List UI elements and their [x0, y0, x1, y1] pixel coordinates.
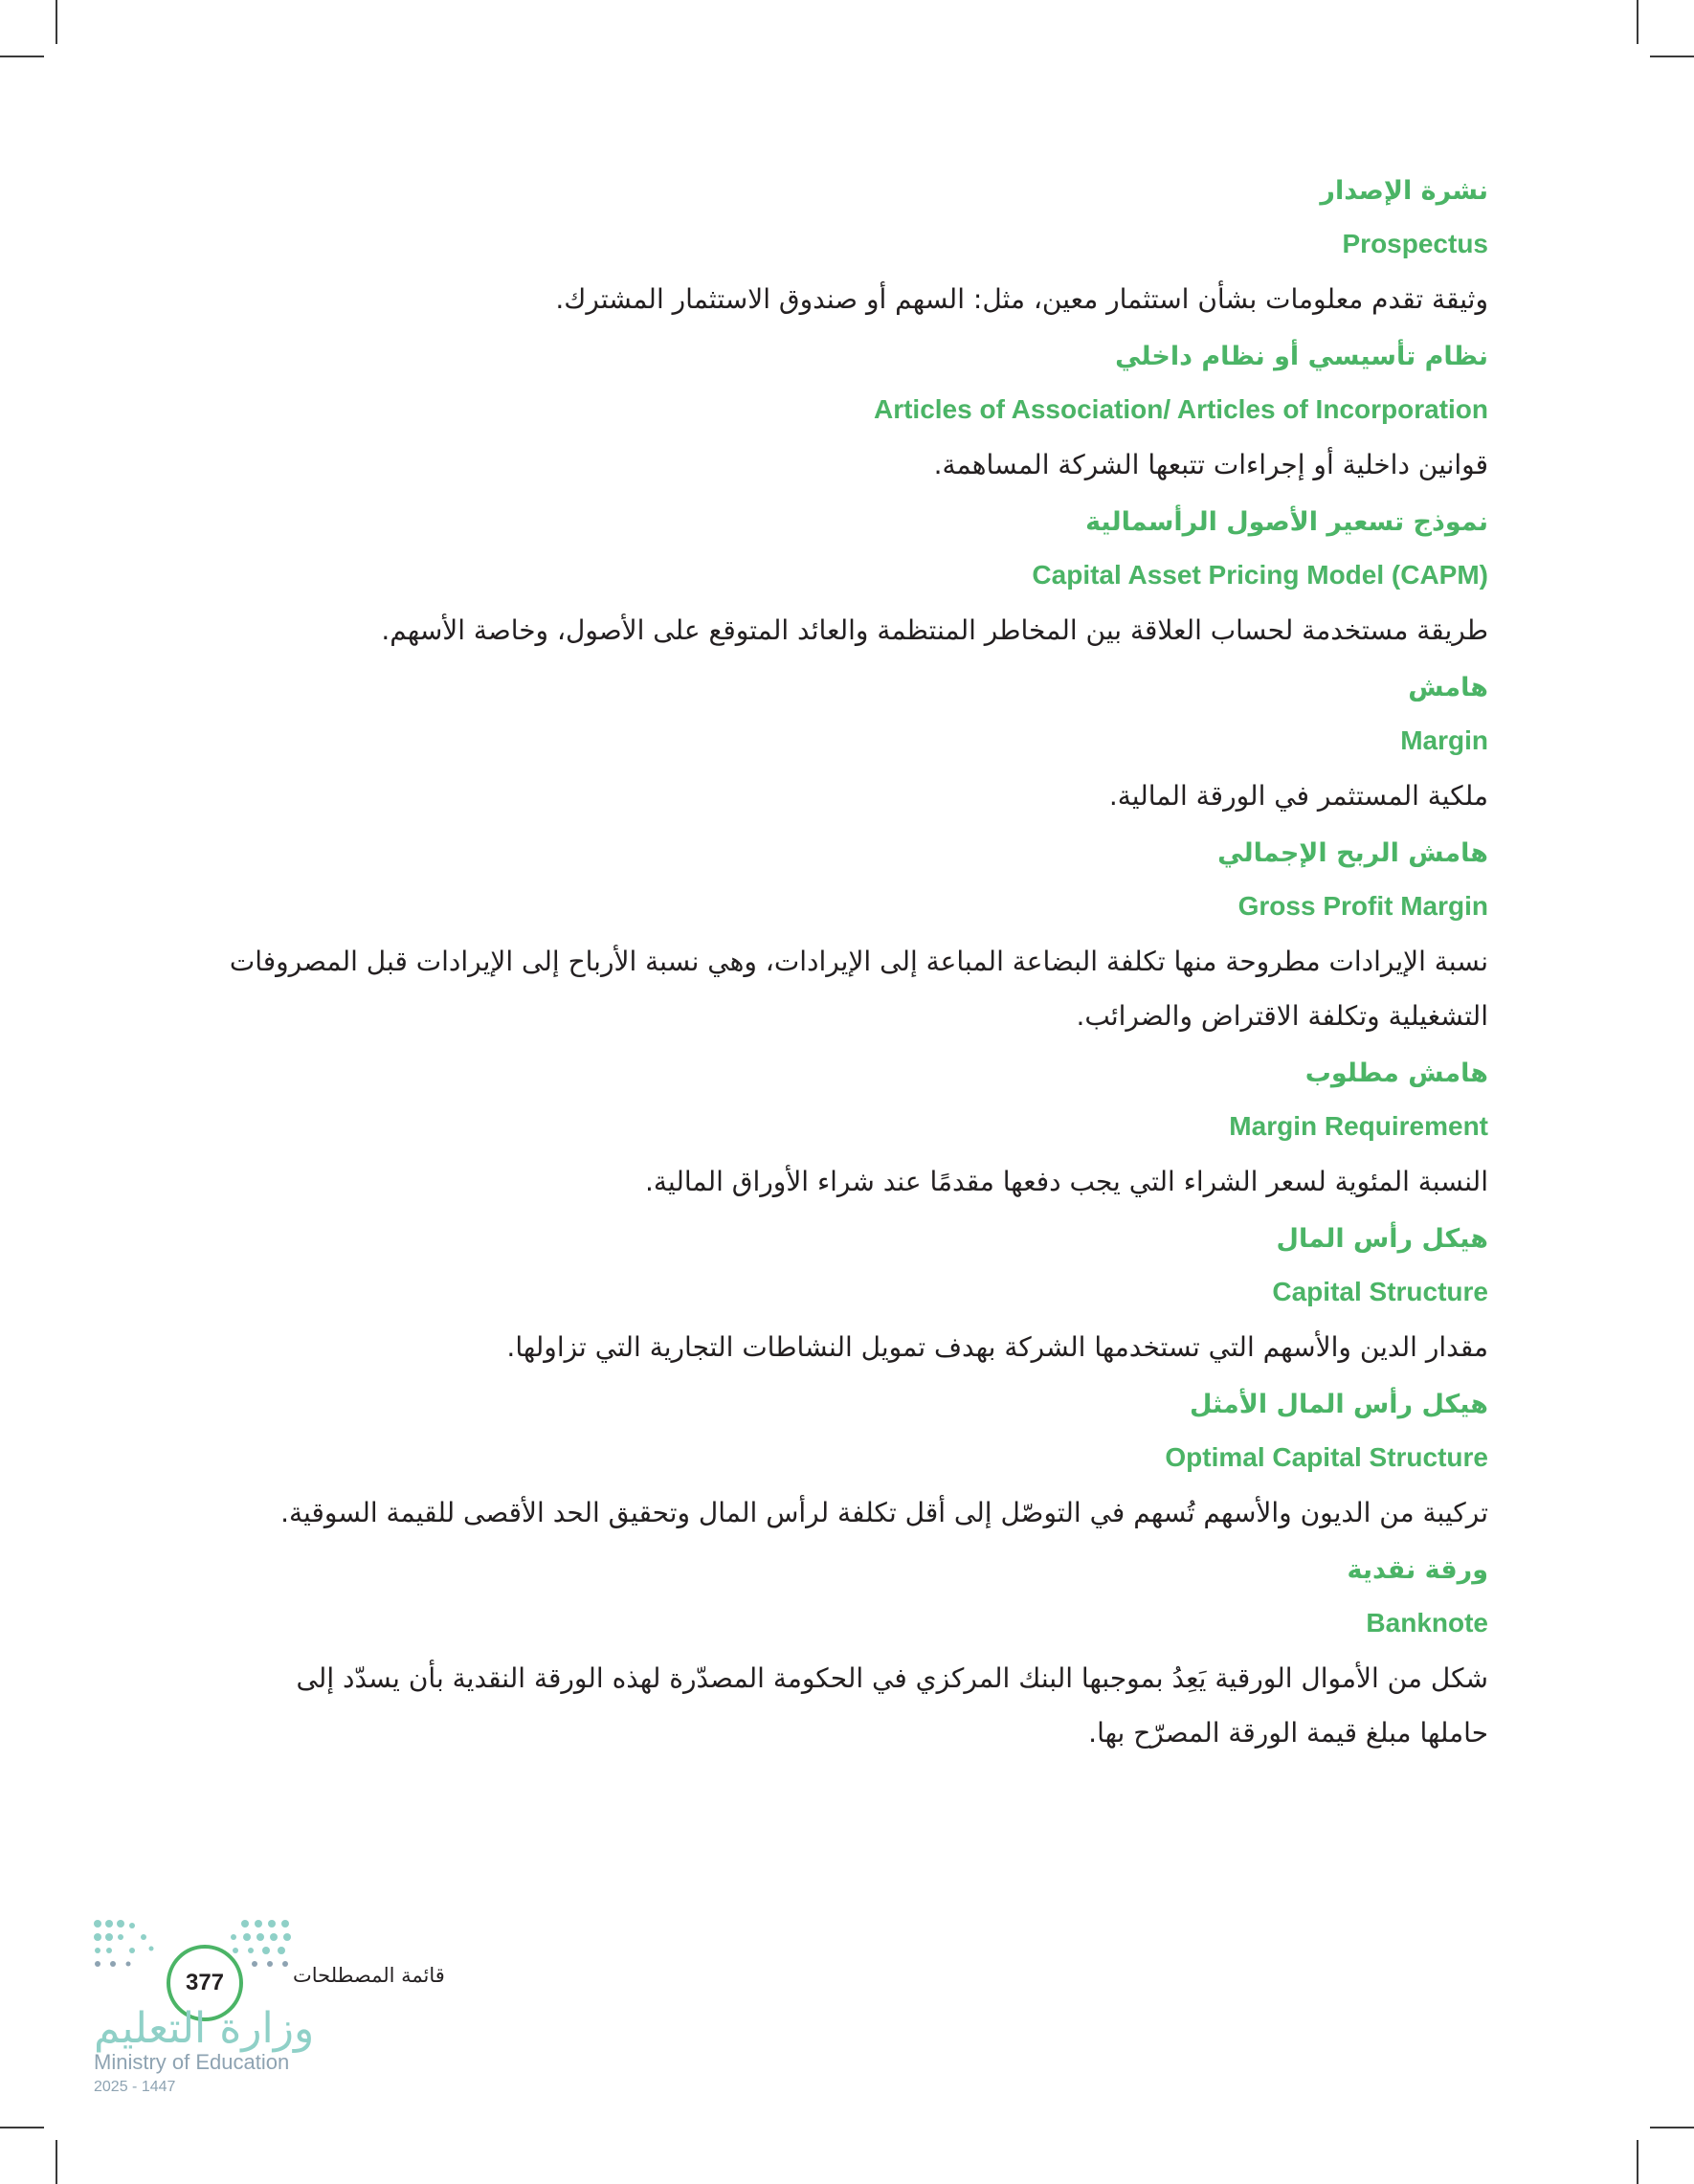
glossary-entry	[155, 1545, 1488, 1760]
glossary-entry	[155, 1214, 1488, 1374]
crop-mark	[1637, 0, 1638, 44]
english-term: Gross Profit Margin	[1237, 891, 1488, 921]
edition-year: 2025 - 1447	[94, 2079, 176, 2095]
glossary-entry	[155, 497, 1488, 657]
glossary-entry	[155, 828, 1488, 1043]
glossary-entry	[155, 331, 1488, 492]
glossary-entry	[155, 1048, 1488, 1209]
crop-mark	[0, 2127, 44, 2128]
crop-mark	[56, 0, 57, 44]
definition: طريقة مستخدمة لحساب العلاقة بين المخاطر المنتظمة والعائد المتوقع على الأصول، وخاصة الأسهم.	[381, 614, 1488, 646]
definition-line: شكل من الأموال الورقية يَعِدُ بموجبها البنك المركزي في الحكومة المصدّرة لهذه الورقة النقدية بأن يسدّد إلى	[296, 1662, 1488, 1694]
definition: تركيبة من الديون والأسهم تُسهم في التوصّل إلى أقل تكلفة لرأس المال وتحقيق الحد الأقصى للقيمة السوقية.	[280, 1497, 1488, 1528]
arabic-term: نموذج تسعير الأصول الرأسمالية	[1085, 507, 1488, 537]
english-term: Capital Asset Pricing Model (CAPM)	[1032, 560, 1488, 590]
english-term: Articles of Association/ Articles of Incorporation	[873, 394, 1488, 424]
arabic-term: هامش مطلوب	[1304, 1059, 1488, 1088]
definition-line: التشغيلية وتكلفة الاقتراض والضرائب.	[1076, 1000, 1488, 1032]
ministry-name-arabic: وزارة التعليم	[94, 2004, 315, 2053]
english-term: Capital Structure	[1272, 1277, 1488, 1306]
definition: قوانين داخلية أو إجراءات تتبعها الشركة المساهمة.	[933, 449, 1488, 480]
english-term: Prospectus	[1342, 229, 1488, 258]
arabic-term: نظام تأسيسي أو نظام داخلي	[1115, 342, 1488, 371]
page-number: 377	[167, 1945, 243, 2021]
definition: وثيقة تقدم معلومات بشأن استثمار معين، مثل: السهم أو صندوق الاستثمار المشترك.	[555, 283, 1488, 315]
arabic-term: هامش	[1408, 673, 1488, 702]
english-term: Optimal Capital Structure	[1165, 1442, 1488, 1472]
definition-line: حاملها مبلغ قيمة الورقة المصرّح بها.	[1088, 1717, 1488, 1749]
crop-mark	[56, 2140, 57, 2184]
definition: النسبة المئوية لسعر الشراء التي يجب دفعها مقدمًا عند شراء الأوراق المالية.	[644, 1166, 1488, 1197]
english-term: Banknote	[1366, 1608, 1488, 1638]
glossary-entry	[155, 1379, 1488, 1540]
definition: ملكية المستثمر في الورقة المالية.	[1108, 780, 1488, 812]
arabic-term: هيكل رأس المال	[1276, 1224, 1488, 1254]
glossary-content	[155, 161, 1488, 1760]
glossary-entry	[155, 166, 1488, 326]
definition: مقدار الدين والأسهم التي تستخدمها الشركة بهدف تمويل النشاطات التجارية التي تزاولها.	[506, 1331, 1488, 1363]
glossary-entry	[155, 662, 1488, 823]
crop-mark	[1637, 2140, 1638, 2184]
crop-mark	[0, 56, 44, 57]
english-term: Margin	[1400, 725, 1488, 755]
section-label: قائمة المصطلحات	[293, 1964, 445, 1987]
ministry-name-english: Ministry of Education	[94, 2050, 290, 2074]
english-term: Margin Requirement	[1229, 1111, 1488, 1141]
crop-mark	[1650, 56, 1694, 57]
arabic-term: هامش الربح الإجمالي	[1217, 838, 1488, 868]
arabic-term: ورقة نقدية	[1347, 1555, 1488, 1585]
crop-mark	[1650, 2127, 1694, 2128]
definition-line: نسبة الإيرادات مطروحة منها تكلفة البضاعة المباعة إلى الإيرادات، وهي نسبة الأرباح إلى الإيرادات قبل المصروفات	[229, 946, 1488, 977]
arabic-term: هيكل رأس المال الأمثل	[1189, 1390, 1488, 1419]
arabic-term: نشرة الإصدار	[1320, 176, 1488, 206]
